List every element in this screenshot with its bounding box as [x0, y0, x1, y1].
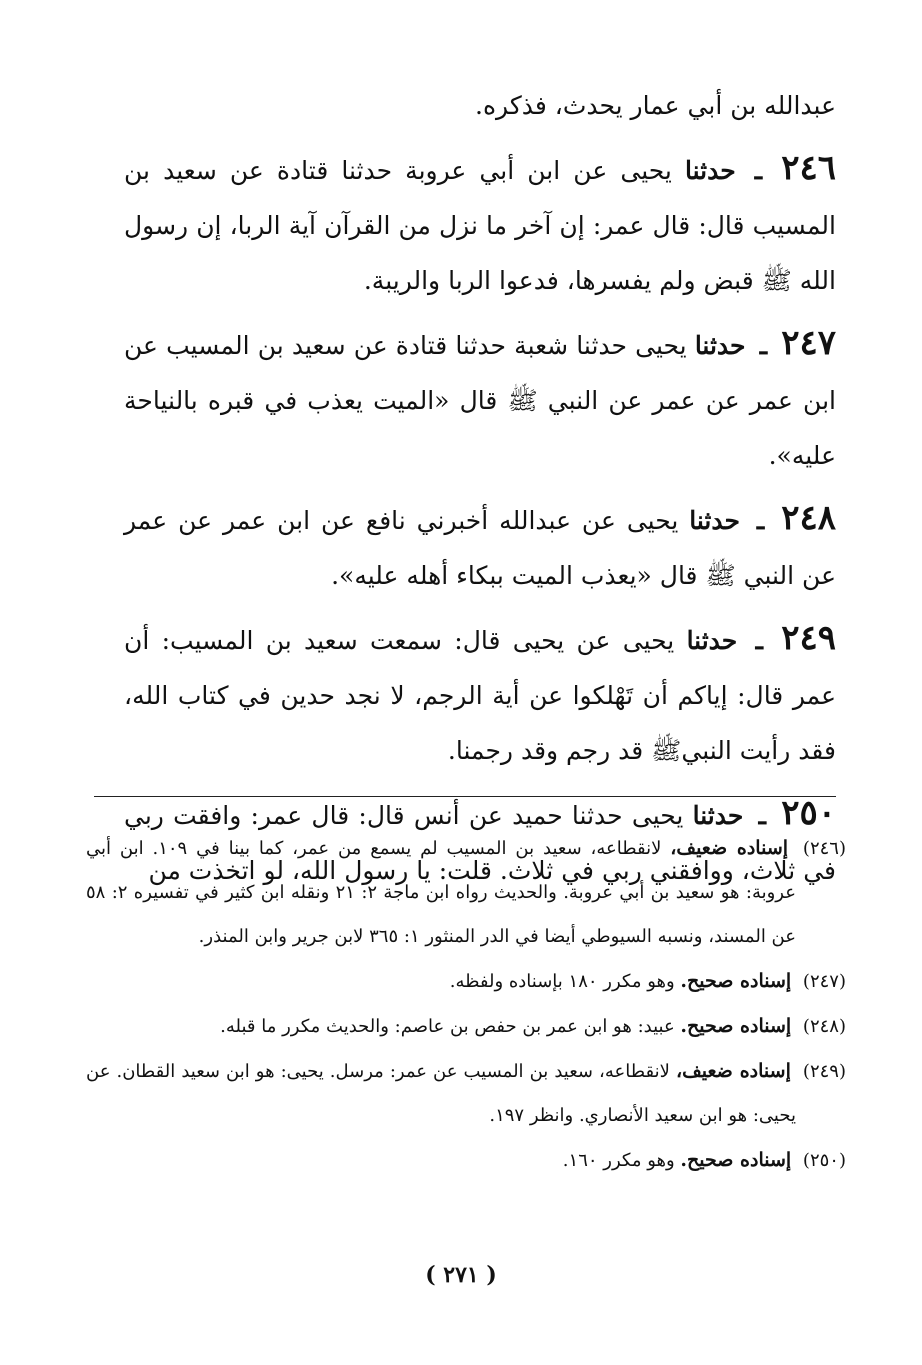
hadith-text: يحيى عن عبدالله أخبرني نافع عن ابن عمر عن عمر عن النبي ﷺ قال «يعذب الميت ببكاء أهله عليه».: [124, 506, 836, 590]
hadith-keyword: حدثنا: [686, 626, 738, 655]
page-number: ( ٢٧١ ): [425, 1262, 497, 1288]
hadith-248: [124, 491, 836, 603]
footnote-text: لانقطاعه، سعيد بن المسيب لم يسمع من عمر، كما بينا في ١٠٩. ابن أبي عروبة: هو سعيد بن أبي عروبة. والحديث رواه ابن ماجة ٢: ٢١ ونقله ابن كثير في تفسيره ٢: ٥٨ عن المسند، ونسبه السيوطي أيضا في الدر المنثور ١: ٣٦٥ لابن جرير وابن المنذر.: [86, 838, 796, 947]
footnote-ref: (٢٤٦): [802, 838, 846, 859]
hadith-text: يحيى عن ابن أبي عروبة حدثنا قتادة عن سعيد بن المسيب قال: قال عمر: إن آخر ما نزل من القرآن آية الربا، إن رسول الله ﷺ قبض ولم يفسرها، فدعوا الربا والريبة.: [124, 156, 836, 295]
footnote-grading: إسناده صحيح.: [680, 1015, 792, 1037]
footnote-text: وهو مكرر ١٦٠.: [562, 1150, 675, 1171]
hadith-246: [124, 141, 836, 308]
footnote-text: وهو مكرر ١٨٠ بإسناده ولفظه.: [449, 971, 675, 992]
hadith-number: ٢٤٧: [781, 323, 836, 363]
hadith-number: ٢٥٠: [781, 793, 836, 833]
footnote-ref: (٢٤٨): [802, 1016, 846, 1037]
footnote-grading: إسناده ضعيف،: [670, 837, 789, 859]
hadith-dash: ـ: [755, 626, 763, 655]
hadith-keyword: حدثنا: [684, 156, 736, 185]
hadith-number: ٢٤٦: [781, 148, 836, 188]
footnote-ref: (٢٤٧): [802, 971, 846, 992]
hadith-249: [124, 611, 836, 778]
main-text: [124, 78, 836, 898]
footnote-grading: إسناده صحيح.: [680, 970, 792, 992]
hadith-247: [124, 316, 836, 483]
hadith-keyword: حدثنا: [692, 801, 744, 830]
hadith-dash: ـ: [759, 331, 768, 360]
footnote-247: [86, 959, 846, 1004]
hadith-dash: ـ: [758, 801, 766, 830]
intro-line: عبدالله بن أبي عمار يحدث، فذكره.: [475, 91, 836, 120]
hadith-number: ٢٤٨: [781, 498, 836, 538]
footnote-248: [86, 1004, 846, 1049]
hadith-keyword: حدثنا: [694, 331, 746, 360]
hadith-dash: ـ: [754, 156, 763, 185]
footnote-grading: إسناده صحيح.: [680, 1149, 792, 1171]
hadith-keyword: حدثنا: [689, 506, 740, 535]
footnote-ref: (٢٤٩): [802, 1061, 846, 1082]
footnote-text: لانقطاعه، سعيد بن المسيب عن عمر: مرسل. يحيى: هو ابن سعيد القطان. عن يحيى: هو ابن سعيد الأنصاري. وانظر ١٩٧.: [86, 1061, 796, 1126]
hadith-dash: ـ: [756, 506, 765, 535]
footnote-separator: [94, 796, 836, 797]
hadith-number: ٢٤٩: [781, 618, 837, 658]
footnote-ref: (٢٥٠): [802, 1150, 846, 1171]
footnotes: [86, 826, 846, 1183]
footnote-text: عبيد: هو ابن عمر بن حفص بن عاصم: والحديث مكرر ما قبله.: [220, 1016, 675, 1037]
footnote-250: [86, 1138, 846, 1183]
hadith-text: يحيى حدثنا شعبة حدثنا قتادة عن سعيد بن المسيب عن ابن عمر عن عمر عن النبي ﷺ قال «الميت يعذب في قبره بالنياحة عليه».: [124, 331, 836, 470]
hadith-text: يحيى عن يحيى قال: سمعت سعيد بن المسيب: أن عمر قال: إياكم أن تَهْلكوا عن أية الرجم، لا نجد حدين في كتاب الله، فقد رأيت النبيﷺ قد رجم وقد رجمنا.: [124, 626, 836, 765]
footnote-249: [86, 1049, 846, 1138]
footnote-grading: إسناده ضعيف،: [675, 1060, 791, 1082]
footnote-246: [86, 826, 846, 959]
hadith-text: يحيى حدثنا حميد عن أنس قال: قال عمر: وافقت ربي في ثلاث، ووافقني ربي في ثلاث. قلت: يا رسول الله، لو اتخذت من: [124, 801, 836, 885]
